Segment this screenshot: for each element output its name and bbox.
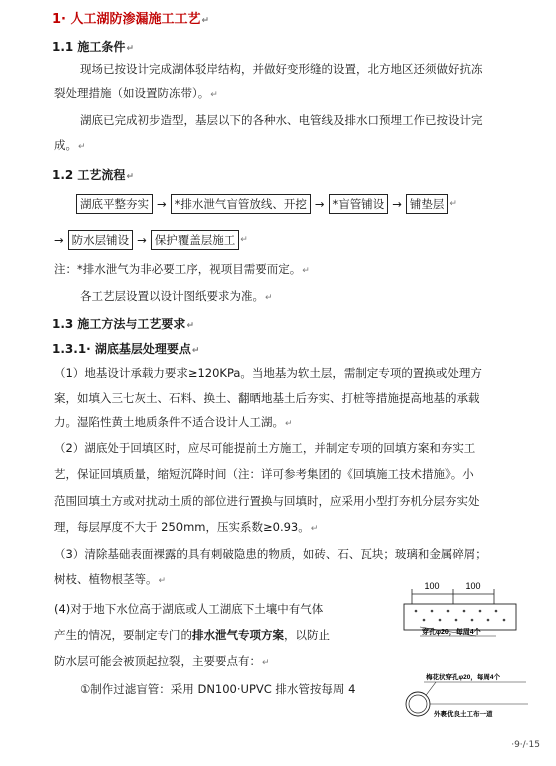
heading-methods: 1.3 施工方法与工艺要求↵ <box>52 317 194 331</box>
flow-note: 注：*排水泄气为非必要工序，视项目需要而定。↵ <box>54 262 310 276</box>
flow-step-box: *排水泄气盲管放线、开挖 <box>171 194 311 214</box>
section-heading-1: 1· 人工湖防渗漏施工工艺↵ <box>52 12 210 27</box>
paragraph-line: （1）地基设计承载力要求≥120KPa。当地基为软土层，需制定专项的置换或处理方 <box>54 366 482 380</box>
paragraph-line: （2）湖底处于回填区时，应尽可能提前土方施工，并制定专项的回填方案和夯实工 <box>54 441 476 455</box>
flow-step-box: 铺垫层 <box>406 194 449 214</box>
page-number: ·9·/·15 <box>511 740 540 750</box>
flow-step-box: *盲管铺设 <box>329 194 389 214</box>
flow-step-box: 保护覆盖层施工 <box>151 230 240 250</box>
paragraph-line: (4)对于地下水位高于湖底或人工湖底下土壤中有气体 <box>54 602 324 616</box>
paragraph-line: 湖底已完成初步造型，基层以下的各种水、电管线及排水口预埋工作已按设计完 <box>80 113 483 127</box>
heading-base-treatment: 1.3.1· 湖底基层处理要点↵ <box>52 342 200 356</box>
process-flow-row-2: → 防水层铺设 → 保护覆盖层施工 ↵ <box>54 230 248 250</box>
flow-arrow: → <box>137 233 147 247</box>
flow-arrow: → <box>314 197 325 211</box>
paragraph-line: 树枝、植物根茎等。↵ <box>54 572 167 586</box>
flow-arrow: → <box>392 197 402 211</box>
section-callout: 外裹优良土工布一道 <box>434 711 493 718</box>
paragraph-line: 案，如填入三七灰土、石料、换土、翻晒地基土后夯实、打桩等措施提高地基的承载 <box>54 391 480 405</box>
paragraph-line: 防水层可能会被顶起拉裂，主要要点有：↵ <box>54 654 270 668</box>
process-flow-row-1: 湖底平整夯实 → *排水泄气盲管放线、开挖 → *盲管铺设 → 铺垫层 ↵ <box>76 194 457 214</box>
paragraph-line: 成。↵ <box>54 138 86 152</box>
pipe-body <box>404 604 516 630</box>
flow-step-box: 防水层铺设 <box>68 230 134 250</box>
flow-step-box: 湖底平整夯实 <box>76 194 153 214</box>
heading-process-flow: 1.2 工艺流程↵ <box>52 168 134 182</box>
paragraph-line: ①制作过滤盲管：采用 DN100·UPVC 排水管按每周 4 <box>80 682 356 696</box>
paragraph-line: 范围回填土方或对扰动土质的部位进行置换与回填时，应采用小型打夯机分层夯实处 <box>54 494 480 508</box>
drainage-pipe-diagram <box>396 576 532 736</box>
paragraph-line: 产生的情况，要制定专门的排水泄气专项方案，以防止 <box>54 628 330 642</box>
bold-phrase: 排水泄气专项方案 <box>192 628 284 642</box>
paragraph-line: 现场已按设计完成湖体驳岸结构，并做好变形缝的设置，北方地区还须做好抗冻 <box>80 62 483 76</box>
paragraph-line: 力。湿陷性黄土地质条件不适合设计人工湖。↵ <box>54 415 293 429</box>
flow-arrow: → <box>157 197 167 211</box>
paragraph-line: 艺，保证回填质量，缩短沉降时间（注：详可参考集团的《回填施工技术措施》。小 <box>54 467 474 481</box>
paragraph-line: （3）清除基础表面裸露的具有刺破隐患的物质，如砖、石、瓦块；玻璃和金属碎屑； <box>54 547 487 561</box>
paragraph-line: 裂处理措施（如设置防冻带）。↵ <box>54 86 218 100</box>
flow-note: 各工艺层设置以设计图纸要求为准。↵ <box>80 289 273 303</box>
section-callout: 梅花状穿孔φ20，每周4个 <box>426 674 500 681</box>
pipe-callout: 穿孔φ20，每周4个 <box>422 629 481 636</box>
heading-construction-conditions: 1.1 施工条件↵ <box>52 40 134 54</box>
pipe-cross-section <box>406 692 430 716</box>
dimension-label: 100 <box>465 581 481 591</box>
paragraph-line: 理，每层厚度不大于 250mm，压实系数≥0.93。↵ <box>54 520 319 534</box>
flow-arrow: → <box>54 233 64 247</box>
dimension-label: 100 <box>424 581 440 591</box>
